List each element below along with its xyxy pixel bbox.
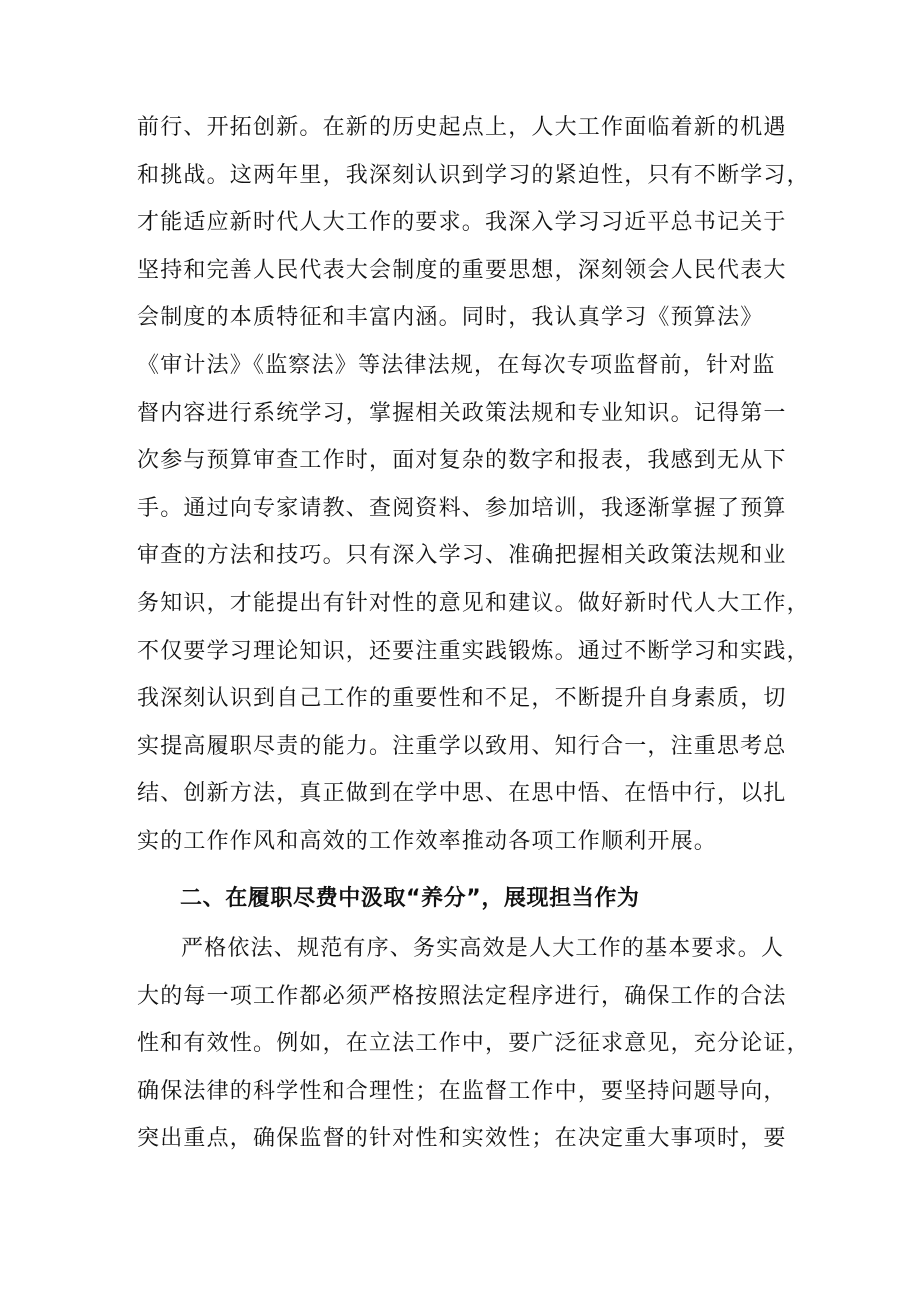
text-line: 结、创新方法，真正做到在学中思、在思中悟、在悟中行，以扎 [137,781,787,807]
text-line: 实的工作作风和高效的工作效率推动各项工作顺利开展。 [137,828,718,854]
text-line: 务知识，才能提出有针对性的意见和建议。做好新时代人大工作， [137,590,810,616]
section-heading: 二、在履职尽费中汲取“养分”，展现担当作为 [180,886,640,911]
text-line: 审查的方法和技巧。只有深入学习、准确把握相关政策法规和业 [137,543,787,569]
text-line: 《审计法》《监察法》等法律法规，在每次专项监督前，针对监 [137,352,776,378]
text-line: 不仅要学习理论知识，还要注重实践锻炼。通过不断学习和实践， [137,638,810,664]
paragraph-2 [137,925,810,1163]
text-line: 我深刻认识到自己工作的重要性和不足，不断提升自身素质，切 [137,686,787,712]
text-line: 坚持和完善人民代表大会制度的重要思想，深刻领会人民代表大 [137,257,787,283]
text-line: 确保法律的科学性和合理性；在监督工作中，要坚持问题导向， [137,1078,787,1104]
text-line: 督内容进行系统学习，掌握相关政策法规和专业知识。记得第一 [137,400,787,426]
text-line: 严格依法、规范有序、务实高效是人大工作的基本要求。人 [181,936,785,961]
text-line: 实提高履职尽责的能力。注重学以致用、知行合一，注重思考总 [137,733,787,759]
text-line: 前行、开拓创新。在新的历史起点上，人大工作面临着新的机遇 [137,115,787,140]
text-line: 才能适应新时代人大工作的要求。我深入学习习近平总书记关于 [137,210,787,236]
text-line: 会制度的本质特征和丰富内涵。同时，我认真学习《预算法》 [137,305,764,331]
text-line: 和挑战。这两年里，我深刻认识到学习的紧迫性，只有不断学习， [137,162,810,188]
text-line: 次参与预算审查工作时，面对复杂的数字和报表，我感到无从下 [137,448,787,474]
paragraph-1 [137,104,810,866]
text-line: 突出重点，确保监督的针对性和实效性；在决定重大事项时，要 [137,1126,787,1152]
text-line: 性和有效性。例如，在立法工作中，要广泛征求意见，充分论证， [137,1031,810,1057]
text-line: 大的每一项工作都必须严格按照法定程序进行，确保工作的合法 [137,983,787,1009]
text-line: 手。通过向专家请教、查阅资料、参加培训，我逐渐掌握了预算 [137,495,787,521]
